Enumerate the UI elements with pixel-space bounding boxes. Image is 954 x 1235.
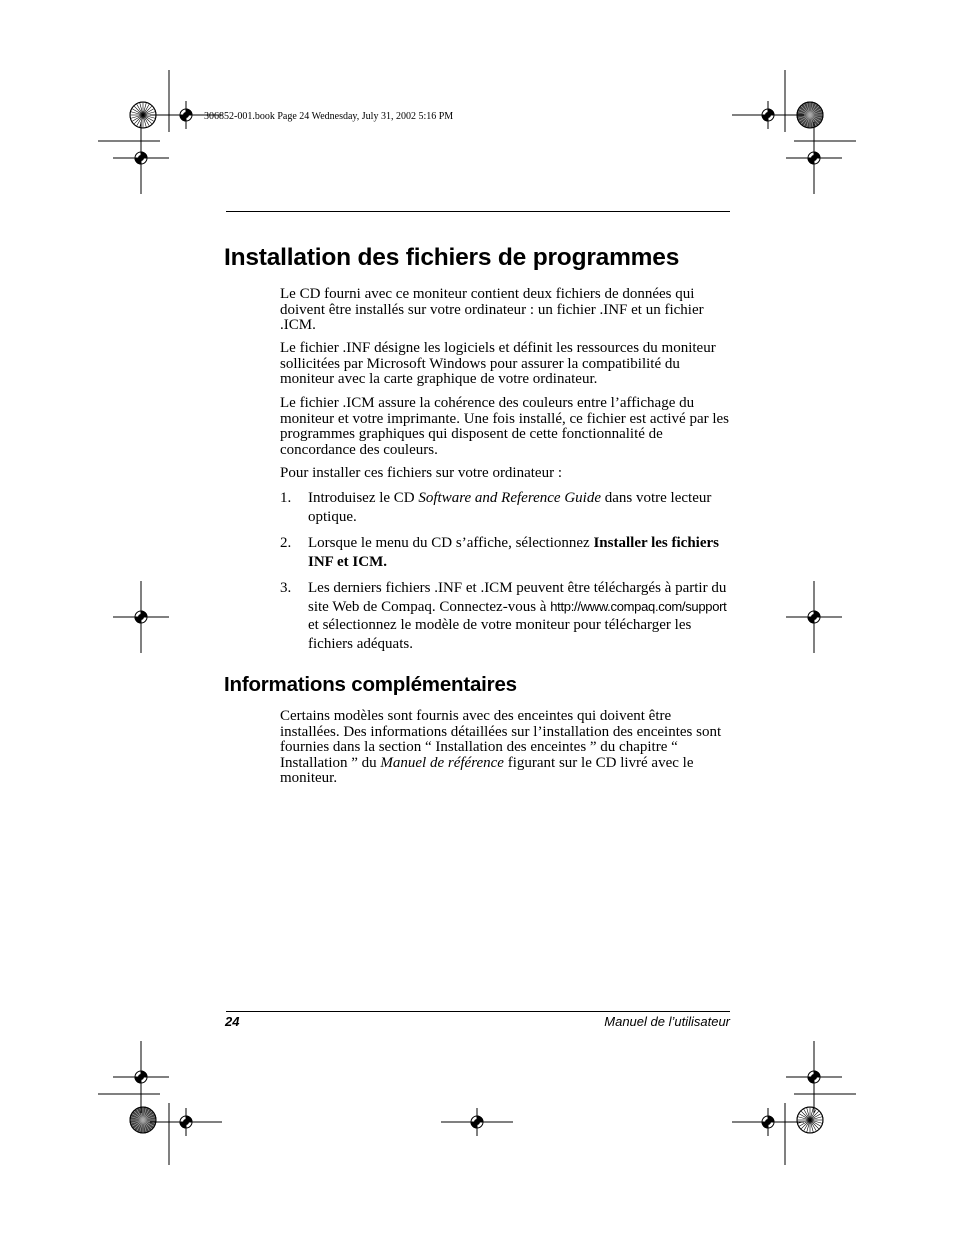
step-text: Les derniers fichiers .INF et .ICM peuvent être téléchargés à partir du site Web de Compaq. Connectez-vous à http://www.compaq.com/support et sélectionnez le modèle de votre moniteur pour télécharger les fichiers adéquats. [308,580,727,652]
support-url-link[interactable]: http://www.compaq.com/support [550,598,727,614]
step-number: 2. [280,535,292,551]
footer-page-number: 24 [225,1014,240,1029]
paragraph-icm-file: Le fichier .ICM assure la cohérence des couleurs entre l’affichage du moniteur et votre imprimante. Une fois installé, ce fichier est activé par les programmes graphiques qui disposent de cette fonctionnalité de concordance des couleurs. [280,395,730,458]
paragraph-install-intro: Pour installer ces fichiers sur votre ordinateur : [280,465,562,481]
section-title-installation: Installation des fichiers de programmes [224,244,680,271]
top-rule [226,211,730,212]
step-text: Introduisez le CD Software and Reference Guide dans votre lecteur optique. [308,490,712,525]
paragraph-inf-file: Le fichier .INF désigne les logiciels et définit les ressources du moniteur sollicitées par Microsoft Windows pour assurer la compatibilité du moniteur avec la carte graphique de votre ordinateur. [280,340,716,388]
section-title-more-info: Informations complémentaires [224,673,517,696]
footer-manual-title: Manuel de l’utilisateur [604,1014,730,1029]
step-number: 1. [280,490,292,506]
paragraph-speakers: Certains modèles sont fournis avec des enceintes qui doivent être installées. Des informations détaillées sur l’installation des enceintes sont fournies dans la section “ Installation des enceintes ” du chapitre “ Installation ” du Manuel de référence figurant sur le CD livré avec le moniteur. [280,708,722,787]
step-text: Lorsque le menu du CD s’affiche, sélectionnez Installer les fichiers INF et ICM. [308,535,720,570]
step-number: 3. [280,580,292,596]
paragraph-cd-contents: Le CD fourni avec ce moniteur contient deux fichiers de données qui doivent être installés sur votre ordinateur : un fichier .INF et un fichier .ICM. [280,286,704,334]
footer-rule [226,1011,730,1012]
print-header: 306852-001.book Page 24 Wednesday, July 31, 2002 5:16 PM [204,111,454,122]
